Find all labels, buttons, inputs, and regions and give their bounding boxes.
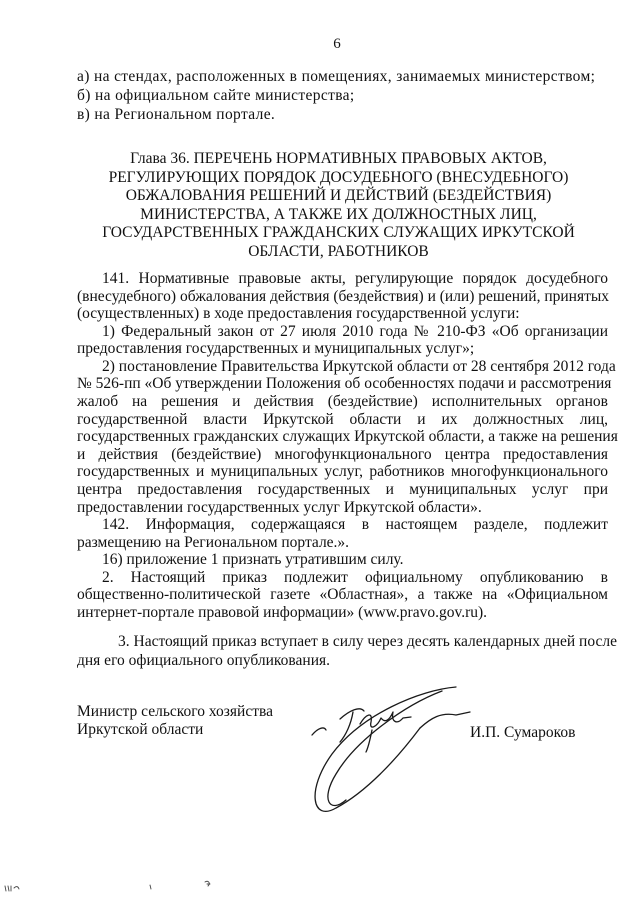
final-paragraph — [77, 632, 617, 670]
body-line: и действия (бездействие) многофункционального центра предоставления — [77, 445, 608, 463]
body-line: жалоб на решения и действия (бездействие) исполнительных органов — [77, 393, 608, 411]
body-line: дня его официального опубликования. — [77, 652, 331, 669]
body-line: 2) постановление Правительства Иркутской области от 28 сентября 2012 года — [102, 357, 616, 375]
body-line: размещению на Региональном портале.». — [77, 533, 350, 551]
body-line: центра предоставления государственных и муниципальных услуг при — [77, 480, 608, 498]
signatory-position-line: Иркутской области — [77, 721, 204, 738]
body-line: 2. Настоящий приказ подлежит официальному опубликованию в — [102, 568, 608, 586]
body-line: 141. Нормативные правовые акты, регулирующие порядок досудебного — [102, 270, 608, 287]
body-line: предоставления государственных и муниципальных услуг»; — [77, 340, 475, 358]
list-item: б) на официальном сайте министерства; — [77, 87, 355, 104]
page-number: 6 — [333, 36, 341, 52]
heading-line: МИНИСТЕРСТВА, А ТАКЖЕ ИХ ДОЛЖНОСТНЫХ ЛИЦ, — [140, 205, 537, 223]
scan-specks — [0, 875, 240, 900]
body-line: предоставлении государственных услуг Иркутской области». — [77, 498, 482, 516]
heading-line: РЕГУЛИРУЮЩИХ ПОРЯДОК ДОСУДЕБНОГО (ВНЕСУДЕБНОГО) — [108, 168, 569, 186]
body-line: 1) Федеральный закон от 27 июля 2010 года № 210-ФЗ «Об организации — [102, 322, 608, 340]
body-line: 16) приложение 1 признать утратившим силу. — [102, 551, 404, 569]
heading-line: ГОСУДАРСТВЕННЫХ ГРАЖДАНСКИХ СЛУЖАЩИХ ИРКУТСКОЙ — [102, 224, 575, 242]
body-line: государственных гражданских служащих Иркутской области, а также на решения — [77, 428, 618, 446]
body-line: общественно-политической газете «Областная», а также на «Официальном — [77, 586, 608, 604]
chapter-heading — [73, 150, 604, 262]
heading-line: ОБЖАЛОВАНИЯ РЕШЕНИЙ И ДЕЙСТВИЙ (БЕЗДЕЙСТВИЯ) — [125, 187, 552, 205]
signatory-position — [77, 703, 273, 739]
signatory-position-line: Министр сельского хозяйства — [77, 703, 273, 720]
body-line: (осуществленных) в ходе предоставления государственной услуги: — [77, 305, 520, 323]
body-line: (внесудебного) обжалования действия (бездействия) и (или) решений, принятых — [77, 287, 610, 305]
list-item: в) на Региональном портале. — [77, 106, 276, 123]
body-line: 3. Настоящий приказ вступает в силу через десять календарных дней после — [118, 633, 617, 650]
body-line: государственных и муниципальных услуг, работников многофункционального — [77, 463, 608, 481]
body-text — [77, 270, 618, 622]
publication-places-list — [77, 67, 608, 124]
list-item: а) на стендах, расположенных в помещениях, занимаемых министерством; — [77, 68, 596, 85]
body-line: № 526-пп «Об утверждении Положения об особенностях подачи и рассмотрения — [77, 375, 612, 393]
heading-line: Глава 36. ПЕРЕЧЕНЬ НОРМАТИВНЫХ ПРАВОВЫХ АКТОВ, — [130, 150, 547, 167]
signatory-name: И.П. Сумароков — [470, 724, 576, 741]
heading-line: ОБЛАСТИ, РАБОТНИКОВ — [248, 242, 429, 260]
body-line: 142. Информация, содержащаяся в настоящем разделе, подлежит — [102, 516, 608, 534]
body-line: государственной власти Иркутской области и их должностных лиц, — [77, 410, 608, 428]
body-line: интернет-портале правовой информации» (www.pravo.gov.ru). — [77, 603, 488, 621]
handwritten-signature — [290, 668, 480, 833]
